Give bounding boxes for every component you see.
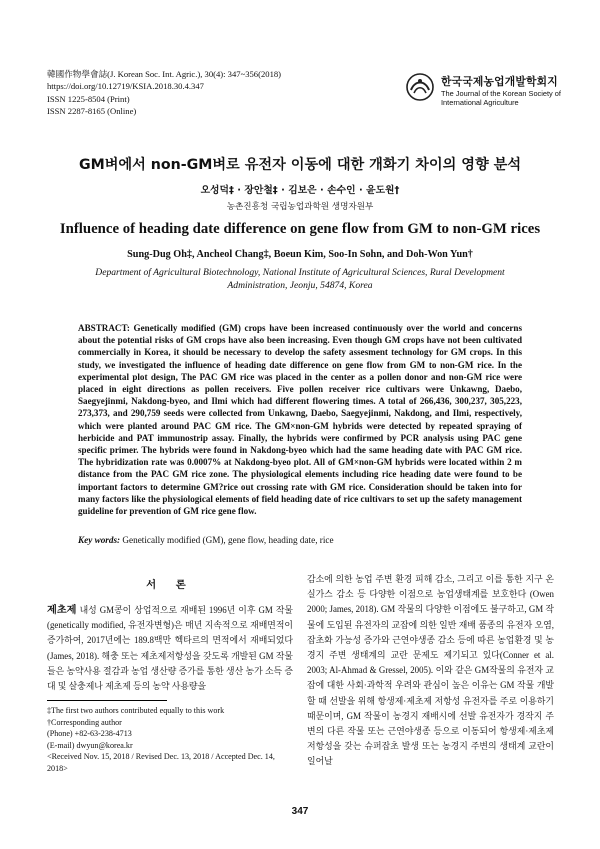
footnote-divider — [47, 700, 167, 701]
footnotes — [47, 705, 297, 774]
paper-title-ko: GM벼에서 non-GM벼로 유전자 이동에 대한 개화기 차이의 영향 분석 — [78, 157, 522, 173]
section-heading-intro: 서 론 — [146, 579, 194, 591]
body-column-left — [47, 603, 293, 694]
abstract: ABSTRACT: Genetically modified (GM) crops have been increased continuously over the world and concerns about the potential risks of GM crops have also been increasing. Even though GM crops have not been cultivated commercially in Korea, it should be necessary to develop the safety assesment technology for GM crops. In this study, we investigated the influence of heading date difference on gene flow from GM to non-GM rice. In the experimental plot design, The PAC GM rice was placed in the center as a pollen donor and non-GM rice were placed in eight directions as pollen receivers. Five pollen receiver rice cultivars were Unkawng, Daebo, Saegyejinmi, Nakdong-byeo, and Ilmi which had different flowering times. A total of 266,436, 300,237, 305,223, 273,373, and 290,759 seeds were collected from Unkawng, Daebo, Saegyejinmi, Nakdong, and Ilmi, respectively, which were planted around PAC GM rice. The GM×non-GM hybrids were detected by repeated spraying of herbicide and PAT immunostrip assay. Finally, the hybrids were confirmed by PCR analysis using PAC gene specific primer. The hybrids were found in Nakdong-byeo which had the same heading date with PAC GM rice. The hybridization rate was 0.0007% at Nakdong-byeo plot. All of GM×non-GM hybrids were located within 2 m distance from the PAC GM rice zone. The physiological elements including rice heading date were found to be important factors to determine GM?rice out crossing rate with GM rice. Consideration should be taken into for many factors like the physiological elements of field heading date of rice cultivars to set up the safety management guideline for prevention of GM rice gene flow. — [78, 323, 522, 517]
journal-citation: 韓國作物學會誌(J. Korean Soc. Int. Agric.), 30(4): 347~356(2018) — [47, 69, 282, 79]
issn-print: ISSN 1225-8504 (Print) — [47, 93, 130, 104]
journal-header — [47, 68, 281, 117]
intro-paragraph-left: 내성 GM콩이 상업적으로 재배된 1996년 이후 GM 작물 (genetically modified, 유전자변형)은 매년 지속적으로 재배면적이 증가하여, 2017년에는 189.8백만 헥타르의 면적에서 재배되었다(James, 2018). 해충 또는 제초제저항성을 갖도록 개발된 GM 작물들은 농약사용 절감과 농업 생산량 증가를 통한 생산 농가 소득 증대 및 살충제나 제초제 등의 농약 사용량을 — [47, 605, 293, 692]
society-name-ko: 한국국제농업개발학회지 — [441, 75, 558, 88]
ksia-logo-icon — [405, 72, 435, 102]
footnote-dates: <Received Nov. 15, 2018 / Revised Dec. 13, 2018 / Accepted Dec. 14, 2018> — [47, 752, 275, 773]
authors-en: Sung-Dug Oh‡, Ancheol Chang‡, Boeun Kim, Soo-In Sohn, and Doh-Won Yun† — [127, 249, 473, 260]
page-number: 347 — [291, 806, 309, 817]
footnote-phone: (Phone) +82-63-238-4713 — [47, 729, 132, 738]
authors-ko: 오성덕‡ · 장안철‡ · 김보은 · 손수인 · 윤도원† — [200, 185, 400, 196]
keywords — [78, 535, 522, 545]
intro-lead-word: 제초제 — [47, 605, 77, 616]
keywords-label: Key words: — [78, 535, 121, 545]
footnote-corresponding: †Corresponding author — [47, 717, 122, 727]
issn-online: ISSN 2287-8165 (Online) — [47, 105, 137, 116]
keywords-text: Genetically modified (GM), gene flow, heading date, rice — [122, 535, 334, 545]
affiliation-en: Department of Agricultural Biotechnology, National Institute of Agricultural Sciences, Rural Development Administration, Jeonju, 54874, Korea — [95, 267, 505, 291]
society-name-en: The Journal of the Korean Society of International Agriculture — [441, 89, 561, 107]
paper-title-en: Influence of heading date difference on gene flow from GM to non-GM rices — [59, 221, 541, 237]
society-logo — [405, 70, 575, 120]
affiliation-ko: 농촌진흥청 국립농업과학원 생명자원부 — [226, 202, 374, 212]
footnote-email[interactable]: (E-mail) dwyun@korea.kr — [47, 740, 133, 750]
body-column-right: 감소에 의한 농업 주변 환경 피해 감소, 그리고 이를 통한 지구 온실가스 감소 등 다양한 이점으로 농업생태계를 보호한다 (Owen 2000; James, 2018). GM 작물의 다양한 이점에도 불구하고, GM 작물에 도입된 유전자의 교잡에 의한 일반 재배 품종의 유전자 오염, 잡초화 가능성 증가와 근연야생종 감소 등에 따른 농업환경 및 농경지 주변 생태계의 교란 문제도 제기되고 있다(Conner et al. 2003; Al-Ahmad & Gressel, 2005). 이와 같은 GM작물의 유전자 교잡에 대한 사회·과학적 우려와 관심이 높은 이유는 GM 작물 개발할 때 선발을 위해 항생제·제초제 저항성 유전자를 주로 이용하기 때문이며, GM 작물이 농경지 재배시에 선발 유전자가 경작지 주변의 다른 작물 또는 근연야생종 등으로 이동되어 항생제·제초제 저항성을 갖는 슈퍼잡초 발생 또는 농경지 주변의 생태계 교란이 일어날 — [307, 574, 554, 767]
footnote-equal-contribution: ‡The first two authors contributed equally to this work — [47, 706, 225, 715]
doi-link[interactable]: https://doi.org/10.12719/KSIA.2018.30.4.347 — [47, 81, 204, 92]
